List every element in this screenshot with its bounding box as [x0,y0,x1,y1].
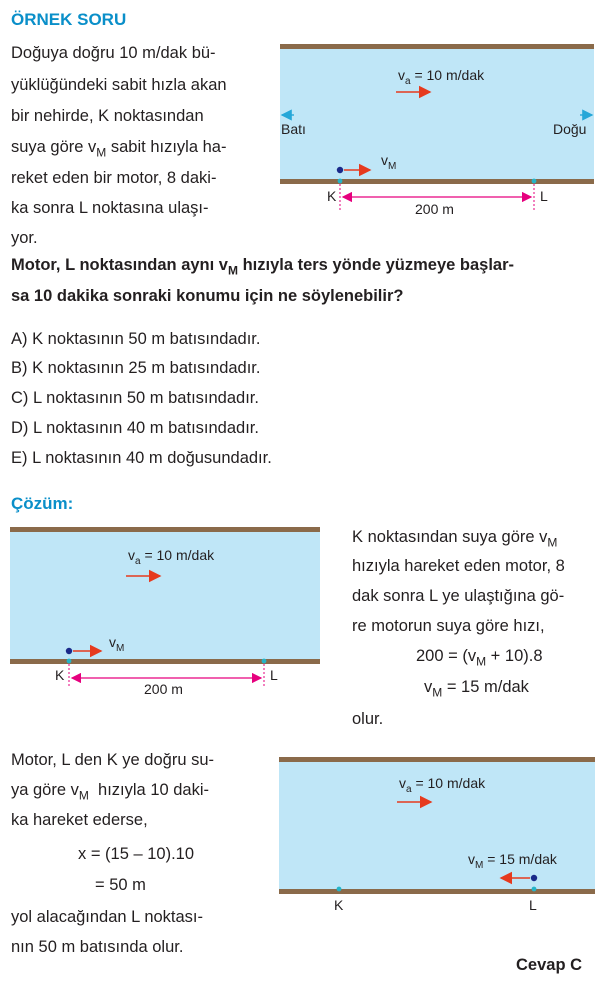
va-label: $v_a = 10$ m/dak [128,547,215,567]
solution-heading: Çözüm: [11,494,74,513]
point-l-label: L [270,667,278,683]
equation-2-sub: M [432,685,443,700]
motor-dot [337,167,343,173]
example-line-1: Doğuya doğru 10 m/dak bü- [11,44,216,62]
option-d[interactable]: D) L noktasının 40 m batısındadır. [11,419,259,437]
point-l-label: L [540,188,548,204]
figure-1 [278,38,596,220]
motor-dot [66,648,72,654]
question-line-2: sa 10 dakika sonraki konumu için ne söylenebilir? [11,287,404,305]
sol-left-line-2-a: ya göre v [11,781,79,799]
example-line-2: yüklüğündeki sabit hızla akan [11,76,227,94]
question-line-1-a: Motor, L noktasından aynı v [11,256,228,274]
example-line-4-a: suya göre v [11,138,97,156]
question-line-1-sub: M [227,263,238,278]
distance-label: 200 m [144,681,183,697]
question-line-1 [11,256,514,277]
figure-3 [277,752,597,917]
river-bank-top [10,527,320,532]
distance-label: 200 m [415,201,454,217]
sol-right-line-1 [352,528,557,549]
equation-2-a: v [424,678,433,696]
sol-final-line-1: yol alacağından L noktası- [11,908,204,926]
equation-2 [424,678,529,699]
equation-1-b: + 10).8 [486,647,543,665]
va-label: $v_a = 10$ m/dak [398,67,485,87]
option-e[interactable]: E) L noktasının 40 m doğusundadır. [11,449,272,467]
east-label: Doğu [553,121,587,137]
river-bank-bottom [280,179,594,184]
sol-left-line-2-sub: M [78,788,89,803]
equation-1 [416,647,543,668]
figure-2 [8,522,324,700]
question-line-1-b: hızıyla ters yönde yüzmeye başlar- [237,256,515,274]
equation-2-b: = 15 m/dak [442,678,529,696]
equation-3: x = (15 – 10).10 [78,845,195,863]
river-bank-top [280,44,594,49]
equation-4: = 50 m [95,876,146,894]
sol-right-line-1-a: K noktasından suya göre v [352,528,548,546]
sol-left-line-2 [11,781,209,802]
river-bank-bottom [10,659,320,664]
sol-right-line-3: dak sonra L ye ulaştığına gö- [352,587,565,605]
river-bank-top [279,757,595,762]
option-c[interactable]: C) L noktasının 50 m batısındadır. [11,389,259,407]
sol-right-line-4: re motorun suya göre hızı, [352,617,545,635]
vm-label: $v_M$ [381,152,397,172]
vm-label: $v_M$ [109,634,125,654]
example-line-5: reket eden bir motor, 8 daki- [11,169,217,187]
point-k-label: K [55,667,65,683]
example-line-6: ka sonra L noktasına ulaşı- [11,199,209,217]
point-k-label: K [334,897,344,913]
point-l-dot [532,887,537,892]
example-line-4 [11,138,226,159]
equation-1-a: 200 = (v [416,647,477,665]
sol-left-line-3: ka hareket ederse, [11,811,148,829]
west-label: Batı [281,121,306,137]
sol-left-line-2-b: hızıyla 10 daki- [88,781,210,799]
example-heading: ÖRNEK SORU [11,10,127,29]
option-a[interactable]: A) K noktasının 50 m batısındadır. [11,330,261,348]
answer-label: Cevap C [516,956,583,974]
option-b[interactable]: B) K noktasının 25 m batısındadır. [11,359,261,377]
equation-1-sub: M [476,654,487,669]
sol-right-line-2: hızıyla hareket eden motor, 8 [352,557,565,575]
point-k-dot [67,659,72,664]
example-line-4-b: sabit hızıyla ha- [106,138,227,156]
river-bank-bottom [279,889,595,894]
sol-left-line-1: Motor, L den K ye doğru su- [11,751,215,769]
point-k-dot [337,887,342,892]
point-k-label: K [327,188,337,204]
olur-text: olur. [352,710,384,728]
sol-final-line-2: nın 50 m batısında olur. [11,938,184,956]
point-k-dot [338,179,343,184]
point-l-dot [262,659,267,664]
va-label: $v_a = 10$ m/dak [399,775,486,795]
example-line-4-sub: M [96,145,107,160]
point-l-dot [532,179,537,184]
example-line-7: yor. [11,229,38,247]
example-line-3: bir nehirde, K noktasından [11,107,204,125]
vm-label: $v_M = 15$ m/dak [468,851,557,871]
sol-right-line-1-sub: M [547,535,558,550]
motor-dot [531,875,537,881]
point-l-label: L [529,897,537,913]
